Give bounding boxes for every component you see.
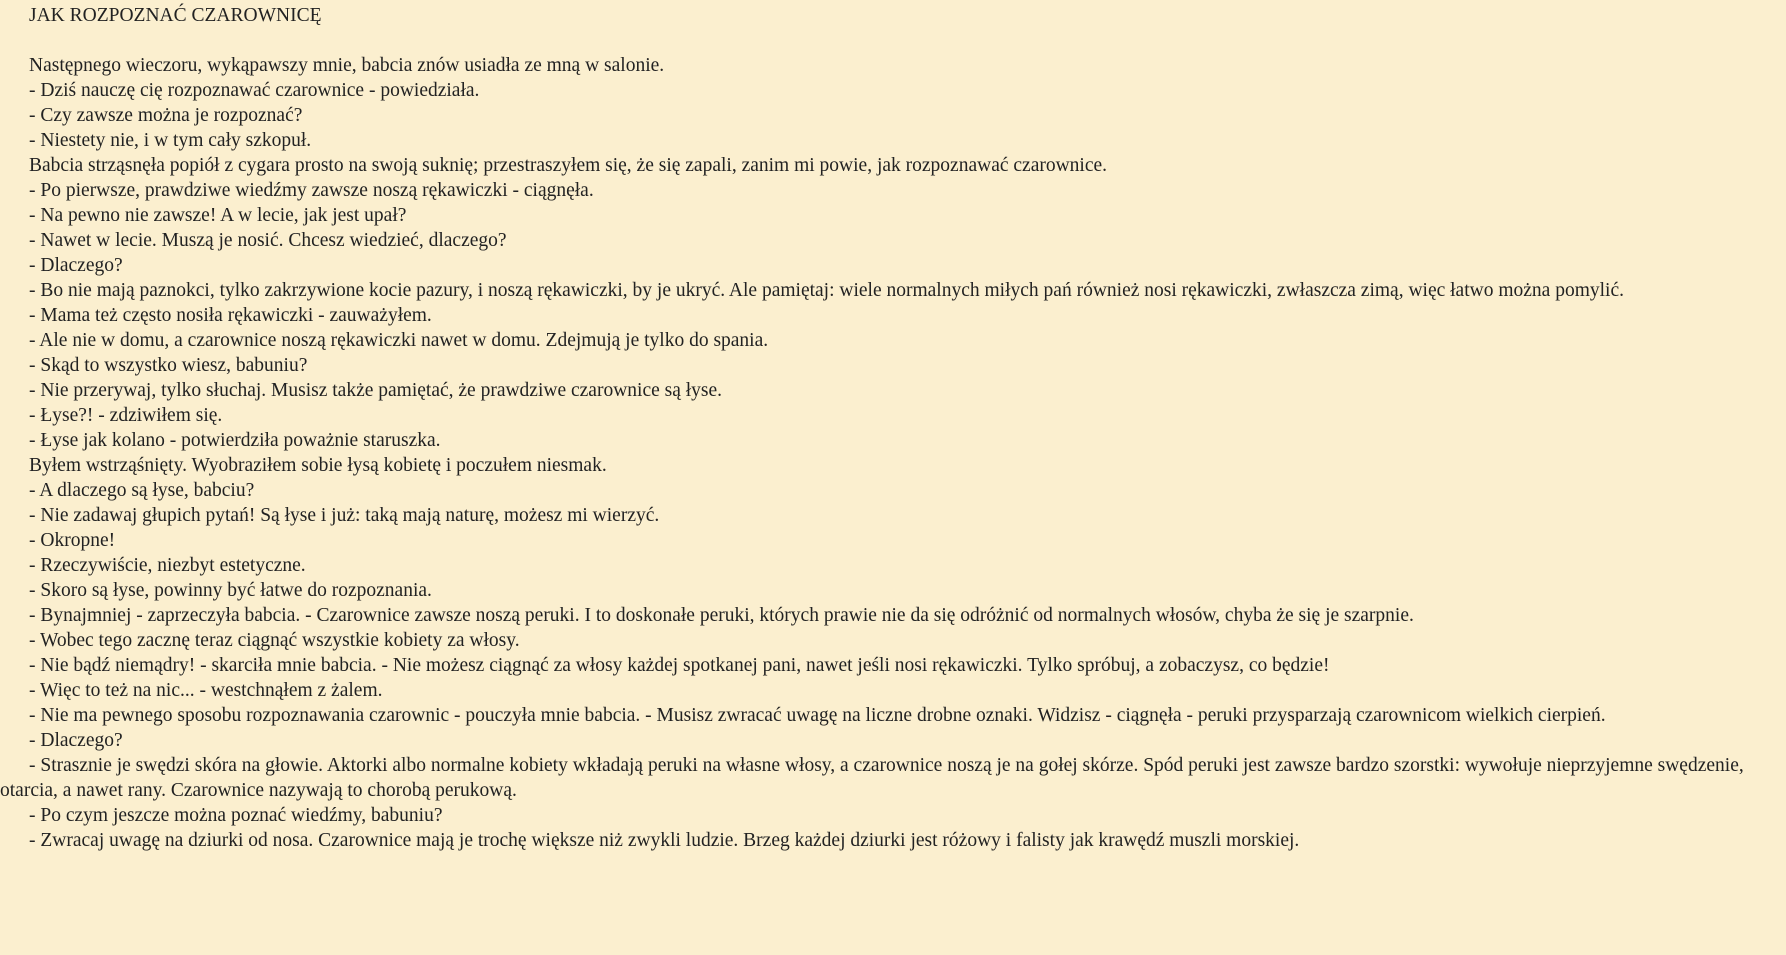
paragraph: - Niestety nie, i w tym cały szkopuł.	[29, 130, 312, 151]
paragraph: - Łyse?! - zdziwiłem się.	[29, 405, 223, 426]
paragraph: - Nie bądź niemądry! - skarciła mnie babcia. - Nie możesz ciągnąć za włosy każdej spotkanej pani, nawet jeśli nosi rękawiczki. Tylko spróbuj, a zobaczysz, co będzie!	[29, 655, 1330, 676]
paragraph: - Okropne!	[29, 530, 116, 551]
paragraph: - Bynajmniej - zaprzeczyła babcia. - Czarownice zawsze noszą peruki. I to doskonałe peruki, których prawie nie da się odróżnić od normalnych włosów, chyba że się je szarpnie.	[29, 605, 1414, 626]
paragraph: - Zwracaj uwagę na dziurki od nosa. Czarownice mają je trochę większe niż zwykli ludzie. Brzeg każdej dziurki jest różowy i falisty jak krawędź muszli morskiej.	[29, 830, 1300, 851]
paragraph: - Nawet w lecie. Muszą je nosić. Chcesz wiedzieć, dlaczego?	[29, 230, 507, 251]
paragraph: - Dlaczego?	[29, 255, 123, 276]
paragraph: - Po czym jeszcze można poznać wiedźmy, babuniu?	[29, 805, 443, 826]
paragraph: - Dziś nauczę cię rozpoznawać czarownice - powiedziała.	[29, 80, 480, 101]
paragraph: - Po pierwsze, prawdziwe wiedźmy zawsze noszą rękawiczki - ciągnęła.	[29, 180, 594, 201]
paragraph: - Strasznie je swędzi skóra na głowie. Aktorki albo normalne kobiety wkładają peruki na własne włosy, a czarownice noszą je na gołej skórze. Spód peruki jest zawsze bardzo szorstki: wywołuje nieprzyjemne swędzenie, otarcia, a nawet rany. Czarownice nazywają to chorobą perukową.	[0, 755, 1744, 801]
paragraph: - Ale nie w domu, a czarownice noszą rękawiczki nawet w domu. Zdejmują je tylko do spania.	[29, 330, 769, 351]
paragraph: - Rzeczywiście, niezbyt estetyczne.	[29, 555, 306, 576]
paragraph: Byłem wstrząśnięty. Wyobraziłem sobie łysą kobietę i poczułem niesmak.	[29, 455, 607, 476]
paragraph: - Wobec tego zacznę teraz ciągnąć wszystkie kobiety za włosy.	[29, 630, 520, 651]
chapter-body	[0, 53, 1786, 853]
paragraph: - Łyse jak kolano - potwierdziła poważnie staruszka.	[29, 430, 441, 451]
paragraph: - Skąd to wszystko wiesz, babuniu?	[29, 355, 308, 376]
paragraph: - Na pewno nie zawsze! A w lecie, jak jest upał?	[29, 205, 407, 226]
paragraph: - Więc to też na nic... - westchnąłem z żalem.	[29, 680, 383, 701]
paragraph: - Nie zadawaj głupich pytań! Są łyse i już: taką mają naturę, możesz mi wierzyć.	[29, 505, 660, 526]
paragraph: - Nie przerywaj, tylko słuchaj. Musisz także pamiętać, że prawdziwe czarownice są łyse.	[29, 380, 723, 401]
paragraph: Babcia strząsnęła popiół z cygara prosto na swoją suknię; przestraszyłem się, że się zapali, zanim mi powie, jak rozpoznawać czarownice.	[29, 155, 1108, 176]
paragraph: - Skoro są łyse, powinny być łatwe do rozpoznania.	[29, 580, 432, 601]
paragraph: - Dlaczego?	[29, 730, 123, 751]
paragraph: Następnego wieczoru, wykąpawszy mnie, babcia znów usiadła ze mną w salonie.	[29, 55, 665, 76]
paragraph: - Nie ma pewnego sposobu rozpoznawania czarownic - pouczyła mnie babcia. - Musisz zwracać uwagę na liczne drobne oznaki. Widzisz - ciągnęła - peruki przysparzają czarownicom wielkich cierpień.	[29, 705, 1606, 726]
paragraph: - Mama też często nosiła rękawiczki - zauważyłem.	[29, 305, 432, 326]
paragraph: - Bo nie mają paznokci, tylko zakrzywione kocie pazury, i noszą rękawiczki, by je ukryć. Ale pamiętaj: wiele normalnych miłych pań również nosi rękawiczki, zwłaszcza zimą, więc łatwo można pomylić.	[29, 280, 1624, 301]
paragraph: - Czy zawsze można je rozpoznać?	[29, 105, 303, 126]
paragraph: - A dlaczego są łyse, babciu?	[29, 480, 255, 501]
chapter-title: JAK ROZPOZNAĆ CZAROWNICĘ	[29, 5, 322, 26]
